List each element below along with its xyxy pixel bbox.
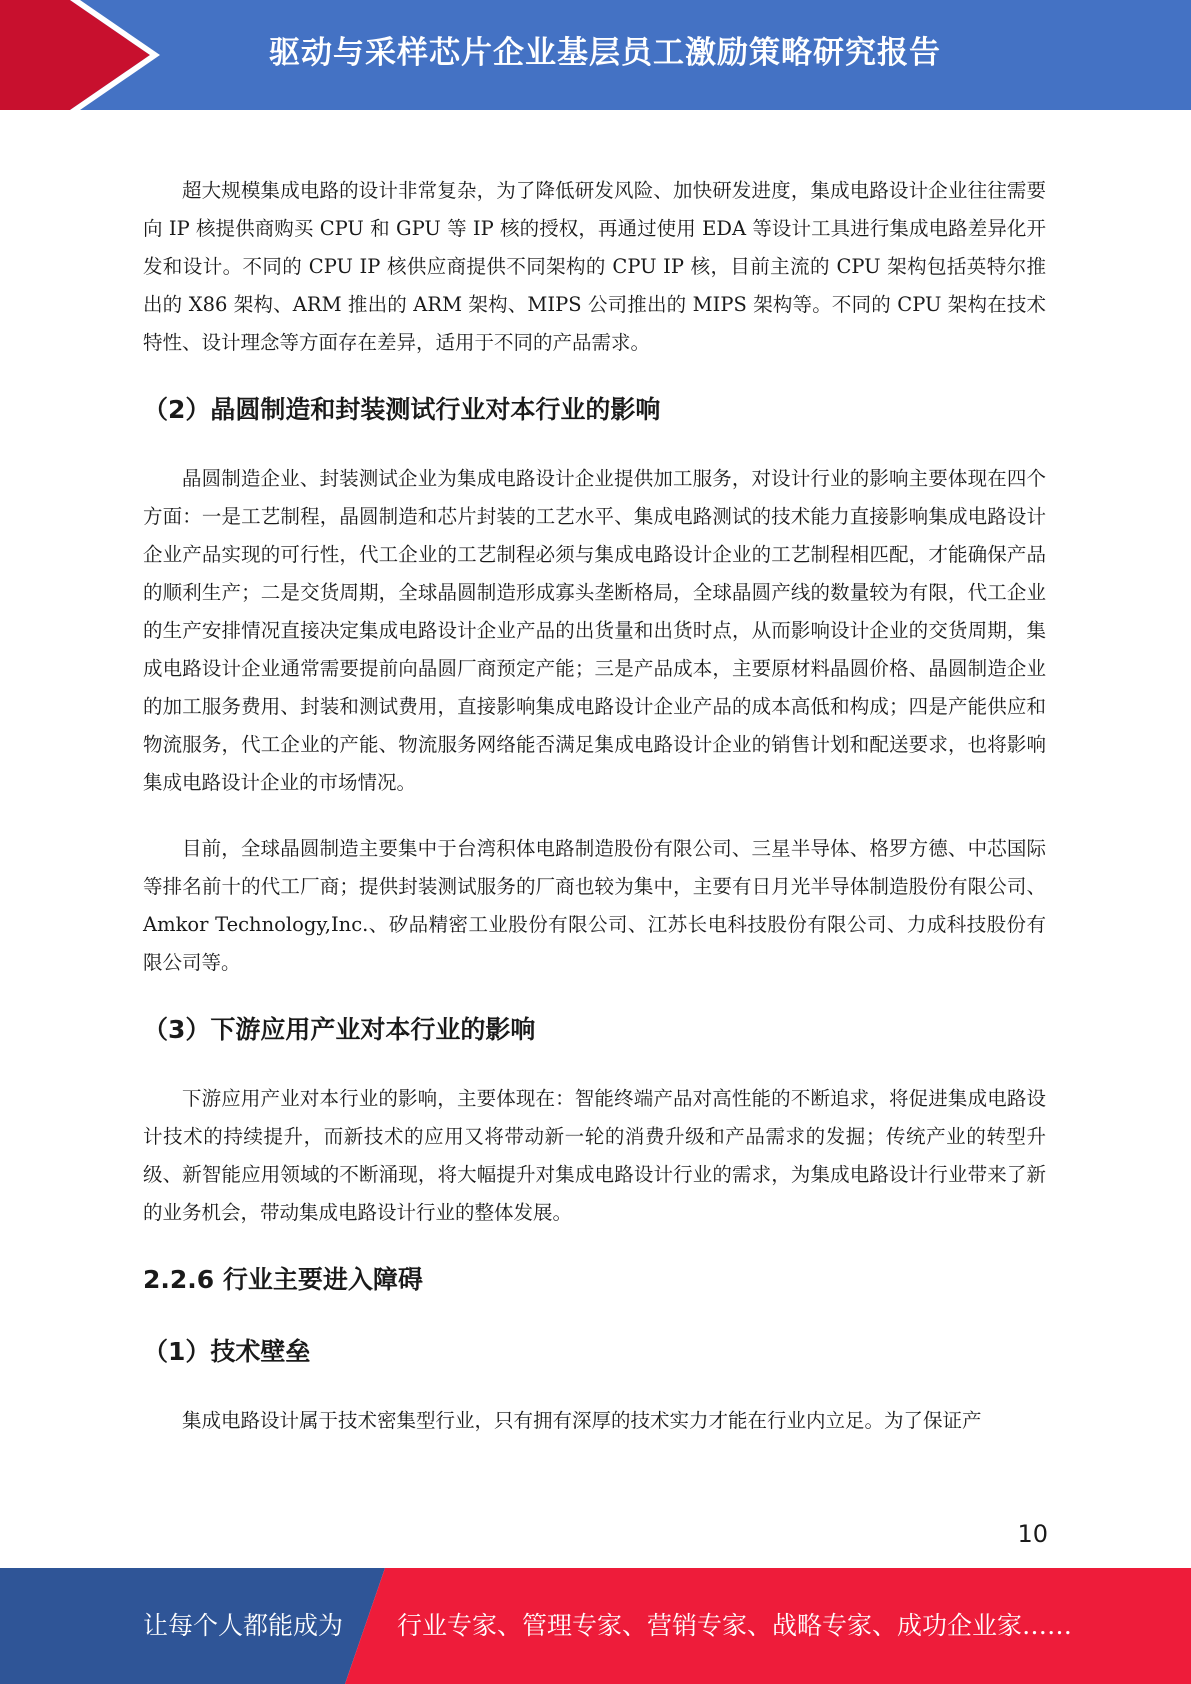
paragraph-foundry-list: 目前，全球晶圆制造主要集中于台湾积体电路制造股份有限公司、三星半导体、格罗方德、中芯国际等排名前十的代工厂商；提供封装测试服务的厂商也较为集中，主要有日月光半导体制造股份有限公司、Amkor Technology,Inc.、矽品精密工业股份有限公司、江苏长电科技股份有限公司、力成科技股份有限公司等。: [143, 837, 1046, 974]
page-header: [0, 0, 1191, 110]
heading-downstream: （3）下游应用产业对本行业的影响: [143, 1015, 536, 1044]
heading-entry-barriers: 2.2.6 行业主要进入障碍: [143, 1265, 423, 1294]
footer-slogan-left: 让每个人都能成为: [143, 1611, 344, 1640]
paragraph-downstream-impact: 下游应用产业对本行业的影响，主要体现在：智能终端产品对高性能的不断追求，将促进集成电路设计技术的持续提升，而新技术的应用又将带动新一轮的消费升级和产品需求的发掘；传统产业的转型升级、新智能应用领域的不断涌现，将大幅提升对集成电路设计行业的需求，为集成电路设计行业带来了新的业务机会，带动集成电路设计行业的整体发展。: [143, 1087, 1046, 1224]
report-title: 驱动与采样芯片企业基层员工激励策略研究报告: [269, 35, 941, 71]
heading-wafer-packaging: （2）晶圆制造和封装测试行业对本行业的影响: [143, 395, 661, 424]
page-content: [143, 172, 1046, 1440]
page-footer: [0, 1568, 1191, 1684]
heading-tech-barrier: （1）技术壁垒: [143, 1337, 311, 1366]
page-number: 10: [1017, 1520, 1048, 1548]
paragraph-tech-barrier: 集成电路设计属于技术密集型行业，只有拥有深厚的技术实力才能在行业内立足。为了保证产: [182, 1409, 982, 1432]
paragraph-wafer-impact: 晶圆制造企业、封装测试企业为集成电路设计企业提供加工服务，对设计行业的影响主要体现在四个方面：一是工艺制程，晶圆制造和芯片封装的工艺水平、集成电路测试的技术能力直接影响集成电路设计企业产品实现的可行性，代工企业的工艺制程必须与集成电路设计企业的工艺制程相匹配，才能确保产品的顺利生产；二是交货周期，全球晶圆制造形成寡头垄断格局，全球晶圆产线的数量较为有限，代工企业的生产安排情况直接决定集成电路设计企业产品的出货量和出货时点，从而影响设计企业的交货周期，集成电路设计企业通常需要提前向晶圆厂商预定产能；三是产品成本，主要原材料晶圆价格、晶圆制造企业的加工服务费用、封装和测试费用，直接影响集成电路设计企业产品的成本高低和构成；四是产能供应和物流服务，代工企业的产能、物流服务网络能否满足集成电路设计企业的销售计划和配送要求，也将影响集成电路设计企业的市场情况。: [143, 467, 1046, 794]
footer-slogan-right: 行业专家、管理专家、营销专家、战略专家、成功企业家……: [397, 1611, 1073, 1640]
paragraph-cpu-ip: 超大规模集成电路的设计非常复杂，为了降低研发风险、加快研发进度，集成电路设计企业往往需要向 IP 核提供商购买 CPU 和 GPU 等 IP 核的授权，再通过使用 EDA 等设计工具进行集成电路差异化开发和设计。不同的 CPU IP 核供应商提供不同架构的 CPU IP 核，目前主流的 CPU 架构包括英特尔推出的 X86 架构、ARM 推出的 ARM 架构、MIPS 公司推出的 MIPS 架构等。不同的 CPU 架构在技术特性、设计理念等方面存在差异，适用于不同的产品需求。: [143, 179, 1046, 354]
